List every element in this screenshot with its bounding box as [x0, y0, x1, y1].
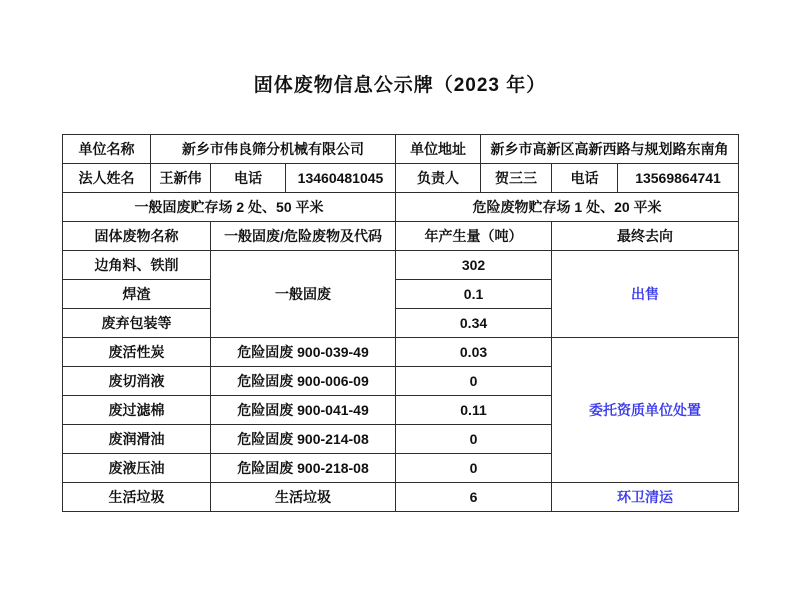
general-storage-summary: 一般固废贮存场 2 处、50 平米 [63, 193, 396, 222]
waste-name-cell: 废活性炭 [63, 338, 211, 367]
unit-name-value: 新乡市伟良筛分机械有限公司 [151, 135, 396, 164]
waste-amount-cell: 6 [396, 483, 552, 512]
waste-amount-cell: 0.11 [396, 396, 552, 425]
waste-category-cell: 危险固废 900-006-09 [211, 367, 396, 396]
waste-destination-cell: 出售 [552, 251, 739, 338]
waste-destination-cell: 委托资质单位处置 [552, 338, 739, 483]
waste-category-cell: 危险固废 900-218-08 [211, 454, 396, 483]
hazardous-storage-summary: 危险废物贮存场 1 处、20 平米 [396, 193, 739, 222]
waste-amount-cell: 0.03 [396, 338, 552, 367]
table-row [63, 251, 739, 280]
table-row [63, 338, 739, 367]
table-row [63, 483, 739, 512]
row-contact-info [63, 164, 739, 193]
waste-name-cell: 废过滤棉 [63, 396, 211, 425]
manager-label: 负责人 [396, 164, 481, 193]
page-title: 固体废物信息公示牌（2023 年） [253, 75, 547, 96]
row-storage-summary [63, 193, 739, 222]
waste-destination-cell: 环卫清运 [552, 483, 739, 512]
waste-name-cell: 废液压油 [63, 454, 211, 483]
waste-amount-cell: 0.34 [396, 309, 552, 338]
unit-address-label: 单位地址 [396, 135, 481, 164]
unit-name-label: 单位名称 [63, 135, 151, 164]
row-unit-info [63, 135, 739, 164]
waste-name-cell: 边角料、铁削 [63, 251, 211, 280]
header-waste-category: 一般固废/危险废物及代码 [211, 222, 396, 251]
waste-category-cell: 生活垃圾 [211, 483, 396, 512]
waste-info-table [62, 134, 739, 512]
manager-phone-value: 13569864741 [618, 164, 739, 193]
waste-name-cell: 废润滑油 [63, 425, 211, 454]
waste-amount-cell: 0 [396, 454, 552, 483]
manager-phone-label: 电话 [552, 164, 618, 193]
header-waste-name: 固体废物名称 [63, 222, 211, 251]
legal-phone-value: 13460481045 [286, 164, 396, 193]
waste-name-cell: 焊渣 [63, 280, 211, 309]
waste-name-cell: 废切消液 [63, 367, 211, 396]
waste-category-cell: 危险固废 900-214-08 [211, 425, 396, 454]
legal-phone-label: 电话 [211, 164, 286, 193]
waste-name-cell: 废弃包装等 [63, 309, 211, 338]
waste-amount-cell: 0 [396, 425, 552, 454]
waste-name-cell: 生活垃圾 [63, 483, 211, 512]
legal-person-value: 王新伟 [151, 164, 211, 193]
row-waste-headers [63, 222, 739, 251]
header-annual-output: 年产生量（吨） [396, 222, 552, 251]
waste-amount-cell: 302 [396, 251, 552, 280]
waste-amount-cell: 0.1 [396, 280, 552, 309]
waste-category-cell: 危险固废 900-039-49 [211, 338, 396, 367]
waste-category-cell: 危险固废 900-041-49 [211, 396, 396, 425]
legal-person-label: 法人姓名 [63, 164, 151, 193]
manager-value: 贺三三 [481, 164, 552, 193]
header-destination: 最终去向 [552, 222, 739, 251]
waste-category-cell: 一般固废 [211, 251, 396, 338]
unit-address-value: 新乡市高新区高新西路与规划路东南角 [481, 135, 739, 164]
waste-amount-cell: 0 [396, 367, 552, 396]
